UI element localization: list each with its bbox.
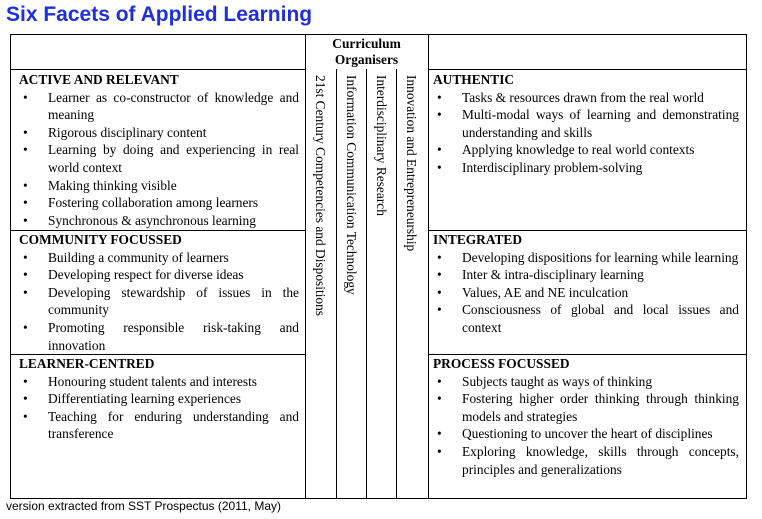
table-border-top (10, 34, 747, 35)
column-divider-right (428, 34, 429, 499)
list-item: • Consciousness of global and local issues and context (433, 301, 739, 336)
list-item: • Differentiating learning experiences (19, 390, 299, 408)
organiser-innovation: Innovation and Entrepreneurship (404, 75, 419, 252)
list-item: • Fostering higher order thinking through thinking models and strategies (433, 390, 739, 425)
page-title: Six Facets of Applied Learning (6, 3, 313, 26)
list-item: • Interdisciplinary problem-solving (433, 159, 739, 177)
source-caption: version extracted from SST Prospectus (2011, May) (6, 499, 281, 513)
list-item: • Synchronous & asynchronous learning (19, 212, 299, 230)
facet-heading: AUTHENTIC (433, 72, 515, 87)
facet-integrated (433, 231, 739, 337)
list-item: • Multi-modal ways of learning and demonstrating understanding and skills (433, 106, 739, 141)
facet-heading: INTEGRATED (433, 232, 523, 247)
list-item: • Subjects taught as ways of thinking (433, 373, 739, 391)
list-item: • Inter & intra-disciplinary learning (433, 266, 739, 284)
list-item: • Learner as co-constructor of knowledge and meaning (19, 89, 299, 124)
organiser-divider-1 (336, 69, 337, 499)
facet-process-focussed (433, 355, 739, 478)
list-item: • Developing stewardship of issues in the community (19, 284, 299, 319)
list-item: • Questioning to uncover the heart of disciplines (433, 425, 739, 443)
list-item: • Tasks & resources drawn from the real world (433, 89, 739, 107)
facet-community-focussed (19, 231, 299, 354)
list-item: • Building a community of learners (19, 249, 299, 267)
list-item: • Learning by doing and experiencing in real world context (19, 141, 299, 176)
list-item: • Making thinking visible (19, 177, 299, 195)
list-item: • Fostering collaboration among learners (19, 194, 299, 212)
organiser-research: Interdisciplinary Research (374, 75, 389, 216)
list-item: • Applying knowledge to real world contexts (433, 141, 739, 159)
table-border-left (10, 34, 11, 499)
header-divider-right (428, 69, 747, 70)
facets-table (10, 34, 747, 499)
facet-heading: COMMUNITY FOCUSSED (19, 232, 182, 247)
facet-heading: PROCESS FOCUSSED (433, 356, 570, 371)
list-item: • Rigorous disciplinary content (19, 124, 299, 142)
facet-heading: ACTIVE AND RELEVANT (19, 72, 179, 87)
column-divider-left (305, 34, 306, 499)
organiser-divider-2 (366, 69, 367, 499)
facet-active-relevant (19, 71, 299, 229)
curriculum-organisers-heading: Curriculum Organisers (332, 36, 401, 67)
list-item: • Teaching for enduring understanding and transference (19, 408, 299, 443)
list-item: • Values, AE and NE inculcation (433, 284, 739, 302)
header-divider-left (10, 69, 306, 70)
list-item: • Honouring student talents and interests (19, 373, 299, 391)
organiser-competencies: 21st Century Competencies and Dispositions (313, 75, 328, 317)
organiser-ict: Information Communication Technology (344, 75, 359, 295)
table-border-right (746, 34, 747, 499)
list-item: • Promoting responsible risk-taking and innovation (19, 319, 299, 354)
list-item: • Exploring knowledge, skills through concepts, principles and generalizations (433, 443, 739, 478)
facet-learner-centred (19, 355, 299, 443)
facet-authentic (433, 71, 739, 177)
list-item: • Developing dispositions for learning while learning (433, 249, 739, 267)
organiser-divider-3 (396, 69, 397, 499)
list-item: • Developing respect for diverse ideas (19, 266, 299, 284)
facet-heading: LEARNER-CENTRED (19, 356, 155, 371)
